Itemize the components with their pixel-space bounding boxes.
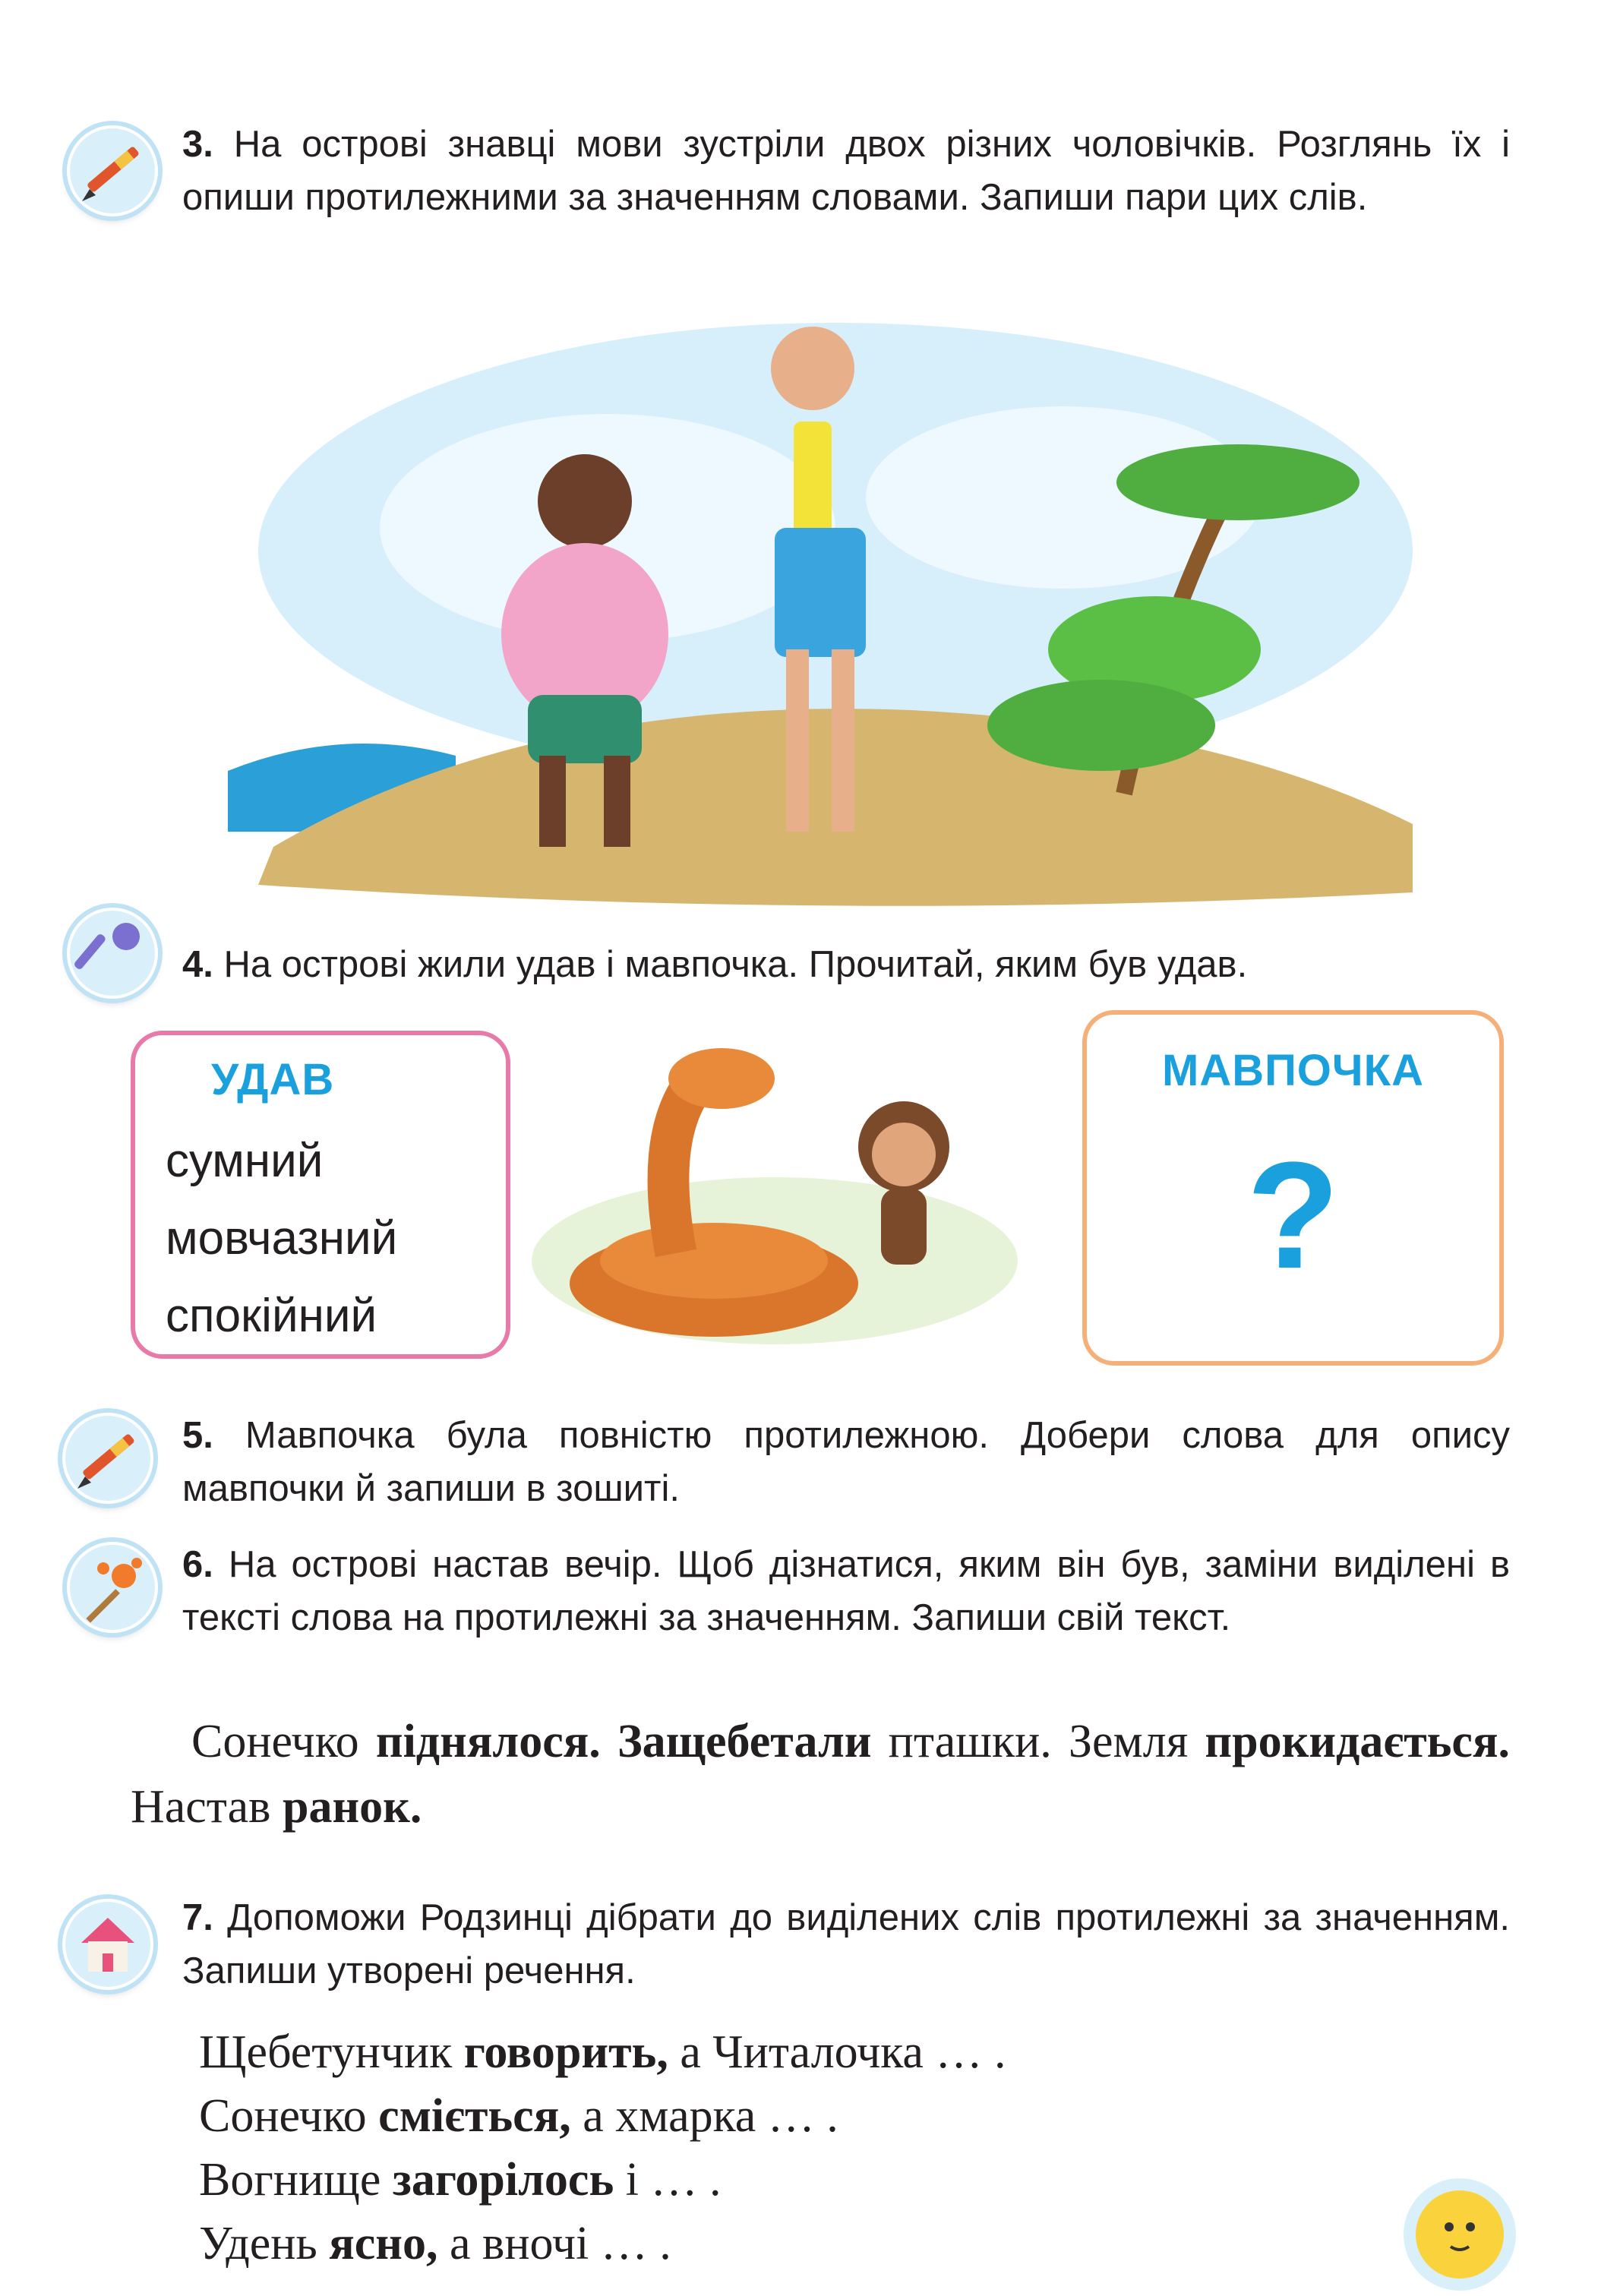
story-text: Настав [131, 1781, 283, 1833]
story-bold-word: ранок. [282, 1781, 422, 1833]
udav-word: сумний [166, 1135, 324, 1187]
story-bold-word: Защебетали [617, 1716, 872, 1767]
sentence-line [199, 2148, 1006, 2212]
story-text: пташки. Земля [871, 1716, 1205, 1767]
task-number: 7. [182, 1897, 213, 1938]
udav-title: УДАВ [211, 1055, 335, 1104]
sentence-text: Щебетунчик [199, 2026, 464, 2078]
sentence-line [199, 2212, 1006, 2275]
house-icon [62, 1899, 153, 1990]
sentence-bold-word: загорілось [392, 2154, 614, 2206]
pen-icon [67, 125, 158, 216]
task-4 [182, 938, 1510, 991]
smiley-sun-icon [1397, 2172, 1519, 2292]
udav-word: мовчазний [166, 1212, 398, 1265]
mavpochka-card [1082, 1010, 1504, 1366]
snake-monkey-illustration [524, 1033, 1056, 1352]
pen-icon [62, 1413, 153, 1504]
udav-card [131, 1031, 510, 1359]
task-text: На острові настав вечір. Щоб дізнатися, яким він був, заміни виділені в тексті слова на протилежні за значенням. Запиши свій текст. [182, 1544, 1510, 1638]
task-6 [182, 1538, 1510, 1644]
task-text: Допоможи Родзинці дібрати до виділених слів протилежні за значенням. Запиши утворені речення. [182, 1897, 1510, 1991]
task-number: 3. [182, 124, 213, 165]
udav-words [166, 1123, 397, 1355]
task-number: 4. [182, 944, 213, 985]
sentence-text: а вночі … . [437, 2218, 671, 2269]
story-bold-word: прокидається. [1205, 1716, 1510, 1767]
question-mark: ? [1246, 1131, 1340, 1300]
sentence-text: а хмарка … . [570, 2090, 838, 2142]
task-text: На острові жили удав і мавпочка. Прочитай, яким був удав. [213, 944, 1248, 985]
sentence-text: Удень [199, 2218, 330, 2269]
microphone-icon [67, 908, 158, 999]
sentence-line [199, 2084, 1006, 2148]
sentence-text: а Читалочка … . [668, 2026, 1006, 2078]
sentence-line [199, 2020, 1006, 2084]
sentence-text: Сонечко [199, 2090, 379, 2142]
story-text: Сонечко [191, 1716, 376, 1767]
magic-wand-icon [67, 1542, 158, 1633]
task-text: На острові знавці мови зустріли двох різних чоловічків. Розглянь їх і опиши протилежними за значенням словами. Запиши пари цих слів. [182, 124, 1510, 218]
udav-word: спокійний [166, 1290, 377, 1342]
mavpochka-title: МАВПОЧКА [1162, 1046, 1424, 1095]
story-bold-word: піднялося. [375, 1716, 601, 1767]
task-number: 6. [182, 1544, 213, 1585]
sentence-bold-word: ясно, [329, 2218, 438, 2269]
sentence-text: Вогнище [199, 2154, 393, 2206]
task-3 [182, 118, 1510, 224]
sentence-bold-word: говорить, [463, 2026, 668, 2078]
sentence-text: і … . [614, 2154, 722, 2206]
task-text: Мавпочка була повністю протилежною. Добери слова для опису мавпочки й запиши в зошиті. [182, 1415, 1510, 1509]
task-5 [182, 1409, 1510, 1515]
task-7 [182, 1891, 1510, 1998]
sentence-bold-word: сміється, [378, 2090, 571, 2142]
task-number: 5. [182, 1415, 213, 1456]
story-text [601, 1716, 617, 1767]
evening-story [131, 1709, 1510, 1840]
sentences-list [199, 2020, 1006, 2275]
island-boys-illustration [228, 300, 1413, 908]
